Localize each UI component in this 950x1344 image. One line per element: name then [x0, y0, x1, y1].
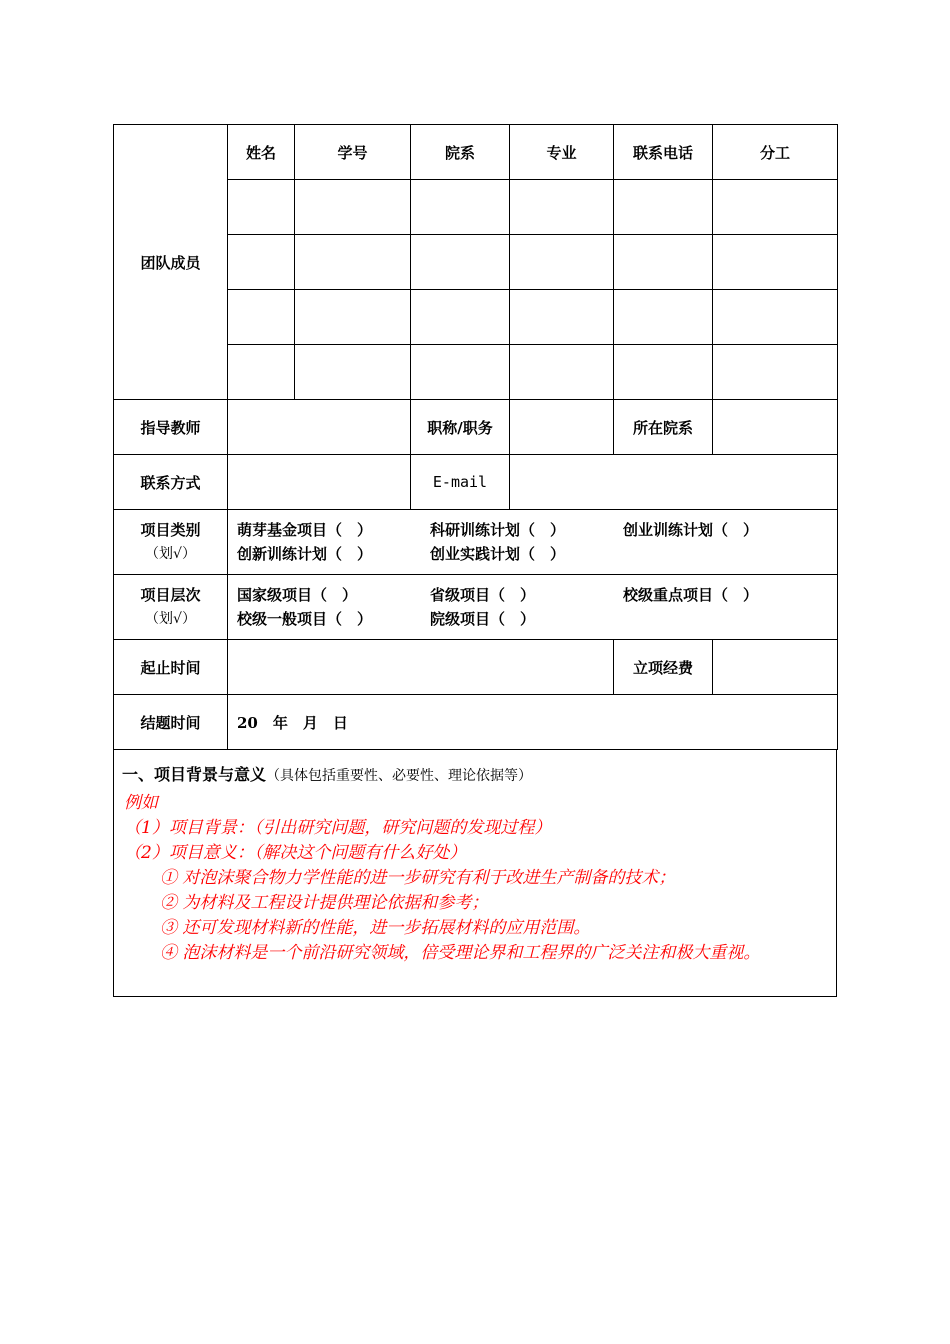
project-level-label	[114, 575, 228, 640]
member-role-cell[interactable]	[713, 345, 838, 400]
header-major: 专业	[510, 125, 614, 180]
member-dept-cell[interactable]	[411, 290, 510, 345]
level-options	[228, 575, 838, 640]
advisor-field[interactable]	[228, 400, 411, 455]
header-department: 院系	[411, 125, 510, 180]
member-name-cell[interactable]	[228, 290, 295, 345]
member-phone-cell[interactable]	[614, 345, 713, 400]
member-id-cell[interactable]	[295, 290, 411, 345]
example-point: ④ 泡沫材料是一个前沿研究领域，倍受理论界和工程界的广泛关注和极大重视。	[160, 943, 761, 963]
category-option-startup-training[interactable]: 创业训练计划（ ）	[623, 521, 759, 539]
section-note: （具体包括重要性、必要性、理论依据等）	[266, 768, 533, 784]
conclusion-date-field[interactable]: 20 年 月 日	[228, 695, 838, 750]
member-major-cell[interactable]	[510, 235, 614, 290]
member-id-cell[interactable]	[295, 345, 411, 400]
level-option-college[interactable]: 院级项目（ ）	[430, 610, 536, 628]
header-phone: 联系电话	[614, 125, 713, 180]
period-label: 起止时间	[114, 640, 228, 695]
member-phone-cell[interactable]	[614, 180, 713, 235]
example-point: ① 对泡沫聚合物力学性能的进一步研究有利于改进生产制备的技术；	[160, 868, 676, 888]
member-major-cell[interactable]	[510, 180, 614, 235]
funding-field[interactable]	[713, 640, 838, 695]
member-name-cell[interactable]	[228, 235, 295, 290]
level-hint: （划√）	[145, 611, 196, 627]
example-line: （2）项目意义：（解决这个问题有什么好处）	[124, 843, 467, 863]
project-category-label	[114, 510, 228, 575]
contact-field[interactable]	[228, 455, 411, 510]
category-option-research-training[interactable]: 科研训练计划（ ）	[430, 521, 566, 539]
member-phone-cell[interactable]	[614, 290, 713, 345]
form-table	[113, 124, 838, 750]
example-line: （1）项目背景：（引出研究问题，研究问题的发现过程）	[124, 818, 552, 838]
section-heading	[122, 764, 836, 787]
member-major-cell[interactable]	[510, 345, 614, 400]
example-point: ② 为材料及工程设计提供理论依据和参考；	[160, 893, 489, 913]
example-block	[122, 791, 836, 966]
section-title: 一、项目背景与意义	[122, 765, 267, 784]
member-phone-cell[interactable]	[614, 235, 713, 290]
background-section	[113, 750, 837, 997]
member-major-cell[interactable]	[510, 290, 614, 345]
level-option-school-general[interactable]: 校级一般项目（ ）	[237, 610, 373, 628]
advisor-dept-label: 所在院系	[614, 400, 713, 455]
email-label: E-mail	[411, 455, 510, 510]
category-title: 项目类别	[140, 521, 201, 539]
funding-label: 立项经费	[614, 640, 713, 695]
member-role-cell[interactable]	[713, 180, 838, 235]
example-point: ③ 还可发现材料新的性能，进一步拓展材料的应用范围。	[160, 918, 591, 938]
example-label: 例如	[124, 793, 158, 813]
category-option-innovation-training[interactable]: 创新训练计划（ ）	[237, 545, 373, 563]
category-option-startup-practice[interactable]: 创业实践计划（ ）	[430, 545, 566, 563]
category-hint: （划√）	[145, 546, 196, 562]
member-dept-cell[interactable]	[411, 345, 510, 400]
advisor-dept-field[interactable]	[713, 400, 838, 455]
level-title: 项目层次	[140, 586, 201, 604]
member-role-cell[interactable]	[713, 235, 838, 290]
team-members-label: 团队成员	[114, 125, 228, 400]
member-id-cell[interactable]	[295, 180, 411, 235]
member-name-cell[interactable]	[228, 180, 295, 235]
category-options	[228, 510, 838, 575]
member-name-cell[interactable]	[228, 345, 295, 400]
header-student-id: 学号	[295, 125, 411, 180]
level-option-school-key[interactable]: 校级重点项目（ ）	[623, 586, 759, 604]
header-role: 分工	[713, 125, 838, 180]
member-dept-cell[interactable]	[411, 235, 510, 290]
conclusion-label: 结题时间	[114, 695, 228, 750]
member-dept-cell[interactable]	[411, 180, 510, 235]
email-field[interactable]	[510, 455, 838, 510]
application-form	[113, 124, 837, 997]
advisor-title-label: 职称/职务	[411, 400, 510, 455]
header-name: 姓名	[228, 125, 295, 180]
period-field[interactable]	[228, 640, 614, 695]
level-option-national[interactable]: 国家级项目（ ）	[237, 586, 358, 604]
member-role-cell[interactable]	[713, 290, 838, 345]
category-option-seed-fund[interactable]: 萌芽基金项目（ ）	[237, 521, 373, 539]
level-option-provincial[interactable]: 省级项目（ ）	[430, 586, 536, 604]
member-id-cell[interactable]	[295, 235, 411, 290]
advisor-title-field[interactable]	[510, 400, 614, 455]
contact-label: 联系方式	[114, 455, 228, 510]
advisor-label: 指导教师	[114, 400, 228, 455]
